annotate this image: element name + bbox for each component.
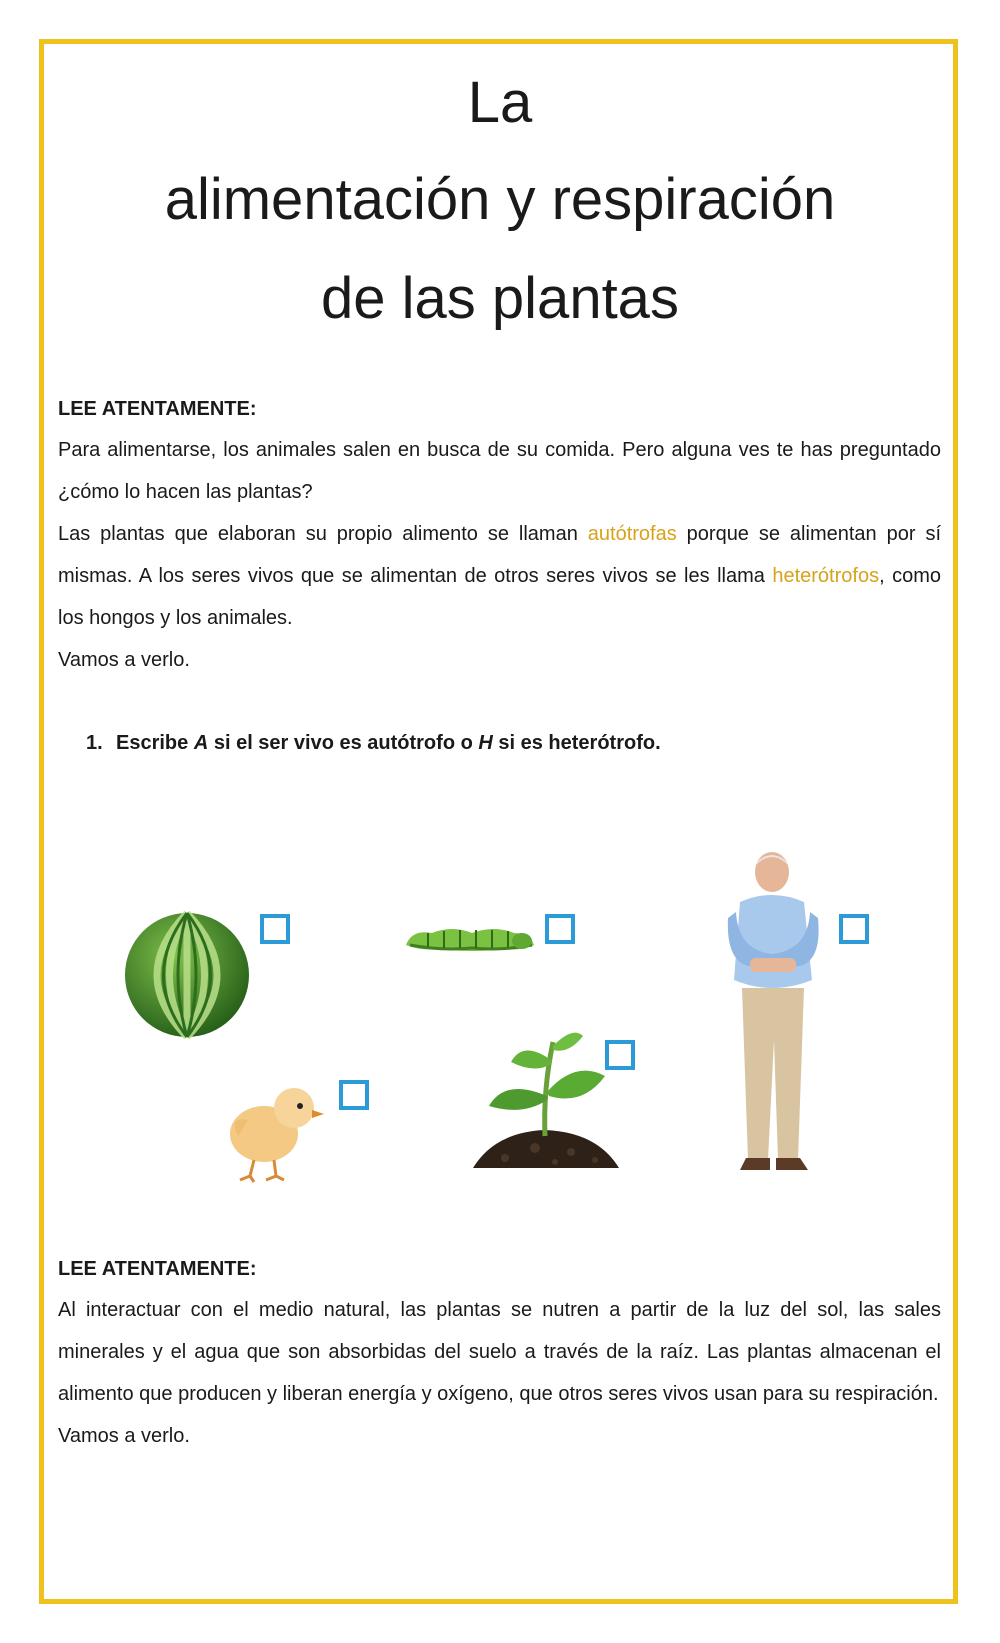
question-letter-a: A [193,732,209,754]
question-text-a: Escribe [116,732,194,754]
answer-box-caterpillar[interactable] [545,914,575,944]
page-title-line-3: de las plantas [321,266,679,331]
chick-image [218,1076,328,1186]
term-heterotrofos: heterótrofos [772,565,880,587]
question-number: 1. [86,732,103,754]
question-text-b: si el ser vivo es autótrofo o [208,732,479,754]
section-1-paragraph-2-part-a: Las plantas que elaboran su propio alimento se llaman [58,523,588,545]
section-2-paragraph-2: Vamos a verlo. [58,1425,190,1447]
question-1 [86,732,661,755]
section-1-paragraph-2-part-b: porque se alimentan por sí mismas. A los seres vivos que se alimentan de otros seres vivos se les llama [58,523,941,587]
answer-box-chick[interactable] [339,1080,369,1110]
sprout-image [465,1020,625,1180]
answer-box-sprout[interactable] [605,1040,635,1070]
section-2 [58,1258,941,1457]
term-autotrofas: autótrofas [587,523,677,545]
answer-box-man[interactable] [839,914,869,944]
section-1-paragraph-1: Para alimentarse, los animales salen en busca de su comida. Pero alguna ves te has preguntado ¿cómo lo hacen las plantas? [58,439,941,503]
section-1-paragraph-2-part-c: , como los hongos y los animales. [58,565,941,629]
caterpillar-image [402,915,538,961]
section-1-paragraph-3: Vamos a verlo. [58,649,190,671]
section-1-heading: LEE ATENTAMENTE: [58,398,257,420]
question-letter-h: H [478,732,493,754]
page-title-line-1: La [467,70,533,135]
watermelon-image [122,910,252,1040]
answer-box-watermelon[interactable] [260,914,290,944]
section-1-paragraph-2 [58,513,941,639]
question-text-c: si es heterótrofo. [492,732,661,754]
page-title-line-2: alimentación y respiración [164,167,836,232]
man-image [718,850,828,1190]
section-2-paragraph-1: Al interactuar con el medio natural, las plantas se nutren a partir de la luz del sol, las sales minerales y el agua que son absorbidas del suelo a través de la raíz. Las plantas almacenan el alimento que producen y liberan energía y oxígeno, que otros seres vivos usan para su respiración. [58,1299,941,1405]
section-2-heading: LEE ATENTAMENTE: [58,1258,257,1280]
section-1 [58,398,941,681]
